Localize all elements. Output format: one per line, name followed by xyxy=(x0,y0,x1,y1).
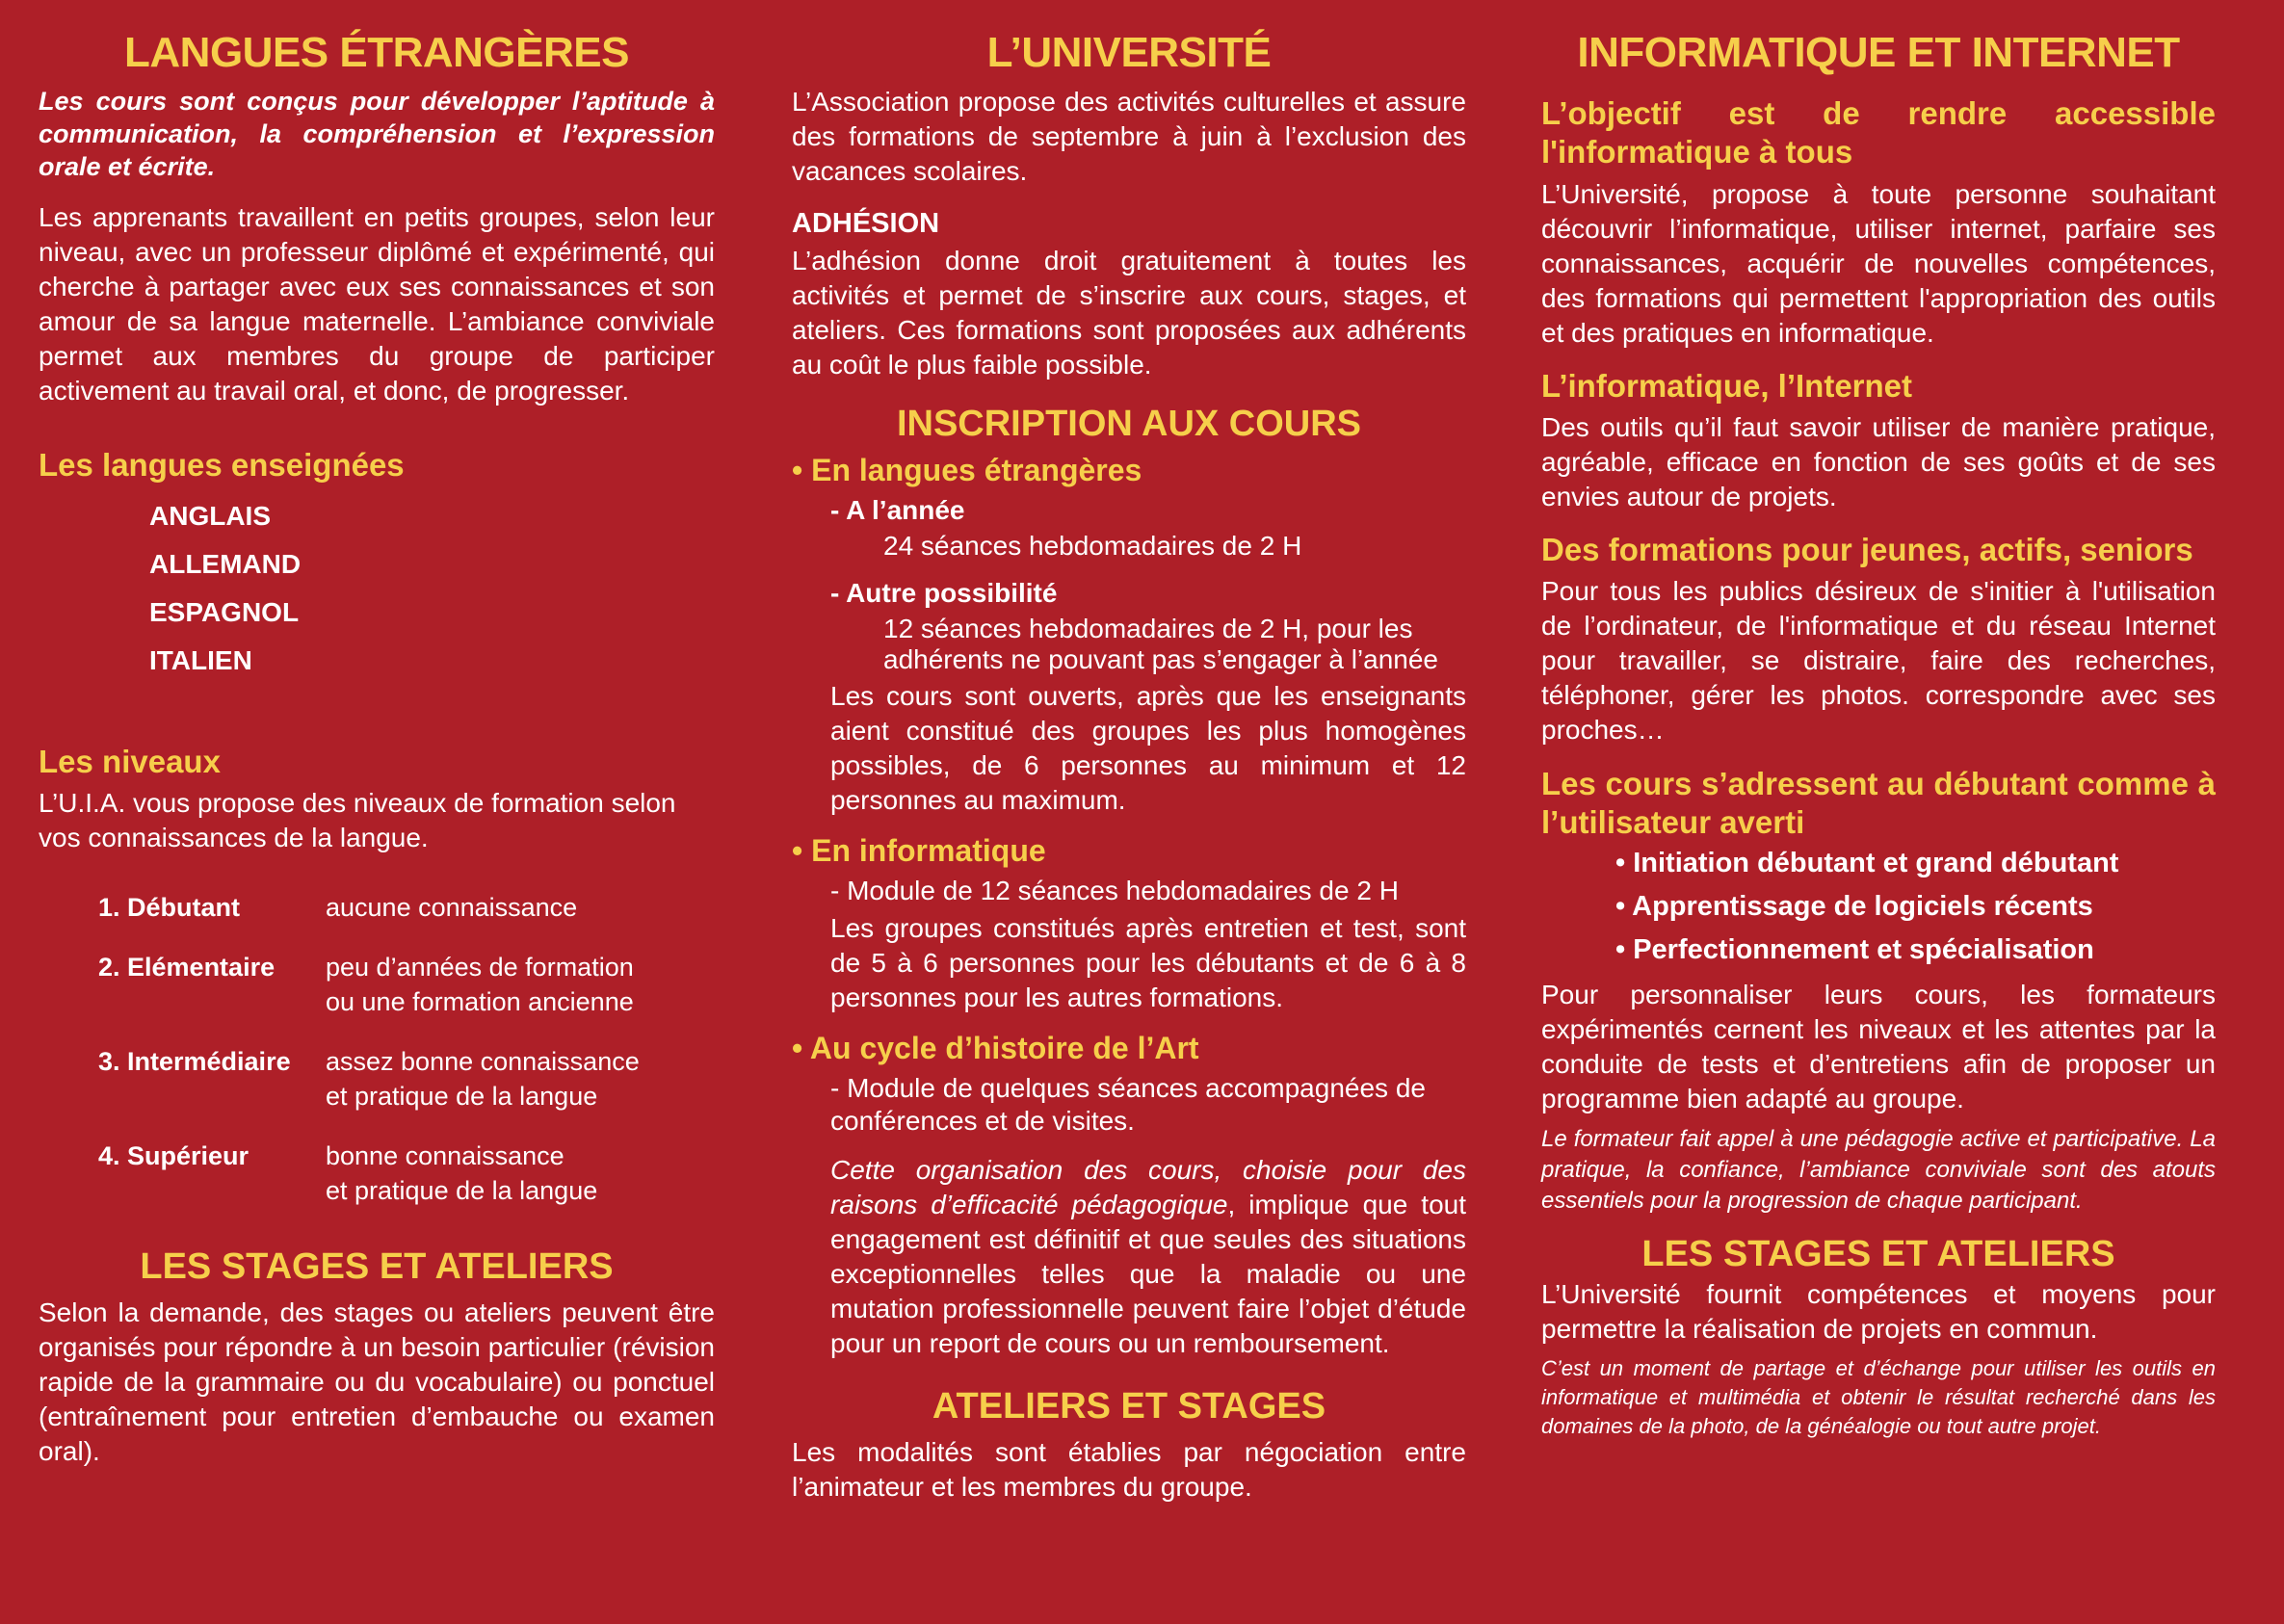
adhesion-heading: ADHÉSION xyxy=(792,208,940,239)
universite-intro: L’Association propose des activités culturelles et assure des formations de septembre à juin à l’exclusion des vacances scolaires. xyxy=(792,87,1466,186)
option-autre: - Autre possibilité xyxy=(830,578,1058,608)
level-description: aucune connaissance xyxy=(326,893,578,922)
informatique-para3: Pour tous les publics désireux de s'initier à l'utilisation de l’ordinateur, de l'informatique et du réseau Internet pour travailler, se distraire, faire des recherches, téléphoner, gérer les photos. correspondre avec ses proches… xyxy=(1541,576,2216,745)
option-autre-text: 12 séances hebdomadaires de 2 H, pour les adhérents ne pouvant pas s’engager à l’année xyxy=(883,614,1438,674)
option-annee-text: 24 séances hebdomadaires de 2 H xyxy=(883,531,1302,561)
course-list-item: • Initiation débutant et grand débutant xyxy=(1615,848,2119,878)
ateliers-text: Les modalités sont établies par négociation entre l’animateur et les membres du groupe. xyxy=(792,1437,1466,1502)
bullet-langues: • En langues étrangères xyxy=(792,453,1142,487)
column-langues xyxy=(39,29,715,1486)
course-list-item: • Apprentissage de logiciels récents xyxy=(1615,891,2093,922)
language-item: ALLEMAND xyxy=(149,549,302,579)
language-item: ESPAGNOL xyxy=(149,597,300,627)
level-row xyxy=(98,1044,715,1113)
level-name: 2. Elémentaire xyxy=(98,953,276,982)
ateliers-heading: ATELIERS ET STAGES xyxy=(932,1386,1326,1427)
niveaux-intro: L’U.I.A. vous propose des niveaux de formation selon vos connaissances de la langue. xyxy=(39,788,676,852)
language-item: ITALIEN xyxy=(149,645,252,675)
adhesion-text: L’adhésion donne droit gratuitement à toutes les activités et permet de s’inscrire aux cours, stages, et ateliers. Ces formations sont proposées aux adhérents au coût le plus faible possible. xyxy=(792,246,1466,380)
module-histoire-art: - Module de quelques séances accompagnées de conférences et de visites. xyxy=(830,1073,1426,1136)
informatique-groupes-text: Les groupes constitués après entretien et test, sont de 5 à 6 personnes pour les débutants et de 6 à 8 personnes pour les autres formations. xyxy=(830,913,1466,1012)
level-name: 1. Débutant xyxy=(98,893,241,922)
formations-heading: Des formations pour jeunes, actifs, seniors xyxy=(1541,532,2193,567)
informatique-para4: Pour personnaliser leurs cours, les formateurs expérimentés cernent les niveaux et les attentes par la conduite de tests et d’entretiens afin de proposer un programme bien adapté au groupe. xyxy=(1541,980,2216,1113)
bullet-informatique: • En informatique xyxy=(792,833,1046,868)
langues-title: LANGUES ÉTRANGÈRES xyxy=(124,29,629,76)
stages-text-3: L’Université fournit compétences et moyens pour permettre la réalisation de projets en commun. xyxy=(1541,1279,2216,1344)
langues-paragraph: Les apprenants travaillent en petits groupes, selon leur niveau, avec un professeur diplômé et expérimenté, qui cherche à partager avec eux ses connaissances et son amour de sa langue maternelle. L’ambiance conviviale permet aux membres du groupe de participer activement au travail oral, et donc, de progresser. xyxy=(39,202,715,406)
bullet-histoire-art: • Au cycle d’histoire de l’Art xyxy=(792,1031,1199,1065)
organisation-text: Cette organisation des cours, choisie pour des raisons d’efficacité pédagogique, implique que tout engagement est définitif et que seules des situations exceptionnelles telles que la maladie ou une mutation professionnelle peuvent faire l’objet d’étude pour un report de cours ou un remboursement. xyxy=(830,1155,1467,1358)
niveaux-heading: Les niveaux xyxy=(39,744,221,779)
informatique-title: INFORMATIQUE ET INTERNET xyxy=(1577,29,2180,76)
informatique-internet-heading: L’informatique, l’Internet xyxy=(1541,368,1913,404)
level-row xyxy=(98,890,715,925)
level-row xyxy=(98,1139,715,1208)
level-name: 3. Intermédiaire xyxy=(98,1047,291,1076)
course-list-item: • Perfectionnement et spécialisation xyxy=(1615,934,2094,965)
language-item: ANGLAIS xyxy=(149,501,271,531)
option-annee: - A l’année xyxy=(830,495,965,525)
module-informatique: - Module de 12 séances hebdomadaires de 2 H xyxy=(830,876,1399,905)
universite-title: L’UNIVERSITÉ xyxy=(986,29,1272,76)
column-universite xyxy=(792,29,1466,1522)
level-description: bonne connaissance et pratique de la langue xyxy=(326,1141,598,1205)
level-description: assez bonne connaissance et pratique de la langue xyxy=(326,1047,640,1111)
stages-heading-1: LES STAGES ET ATELIERS xyxy=(140,1246,614,1287)
formateur-text: Le formateur fait appel à une pédagogie active et participative. La pratique, la confiance, l’ambiance conviviale sont des atouts essentiels pour la progression de chaque participant. xyxy=(1541,1126,2216,1214)
langues-enseignees-heading: Les langues enseignées xyxy=(39,447,405,483)
column-informatique xyxy=(1541,29,2216,1458)
langues-intro: Les cours sont conçus pour développer l’aptitude à communication, la compréhension et l’expression orale et écrite. xyxy=(39,87,715,181)
objectif-heading: L’objectif est de rendre accessible l'informatique à tous xyxy=(1541,95,2216,170)
level-name: 4. Supérieur xyxy=(98,1141,249,1170)
inscription-heading: INSCRIPTION AUX COURS xyxy=(896,404,1362,444)
stages-heading-3: LES STAGES ET ATELIERS xyxy=(1641,1234,2115,1274)
informatique-para2: Des outils qu’il faut savoir utiliser de manière pratique, agréable, efficace en fonction de ses goûts et de ses envies autour de projets. xyxy=(1541,412,2216,511)
stages-italic-text: C’est un moment de partage et d’échange pour utiliser les outils en informatique et multimédia et obtenir le résultat recherché dans les domaines de la photo, de la généalogie ou tout autre projet. xyxy=(1541,1356,2216,1438)
level-description: peu d’années de formation ou une formation ancienne xyxy=(326,953,634,1016)
informatique-para1: L’Université, propose à toute personne souhaitant découvrir l’informatique, utiliser internet, parfaire ses connaissances, acquérir de nouvelles compétences, des formations qui permettent l'appropriation des outils et des pratiques en informatique. xyxy=(1541,179,2216,348)
level-row xyxy=(98,950,715,1019)
cours-heading: Les cours s’adressent au débutant comme à l’utilisateur averti xyxy=(1541,766,2216,840)
langues-groupes-text: Les cours sont ouverts, après que les enseignants aient constitué des groupes les plus homogènes possibles, de 6 personnes au minimum et 12 personnes au maximum. xyxy=(830,681,1466,815)
stages-text-1: Selon la demande, des stages ou ateliers peuvent être organisés pour répondre à un besoin particulier (révision rapide de la grammaire ou du vocabulaire) ou ponctuel (entraînement pour entretien d’embauche ou examen oral). xyxy=(39,1297,715,1466)
